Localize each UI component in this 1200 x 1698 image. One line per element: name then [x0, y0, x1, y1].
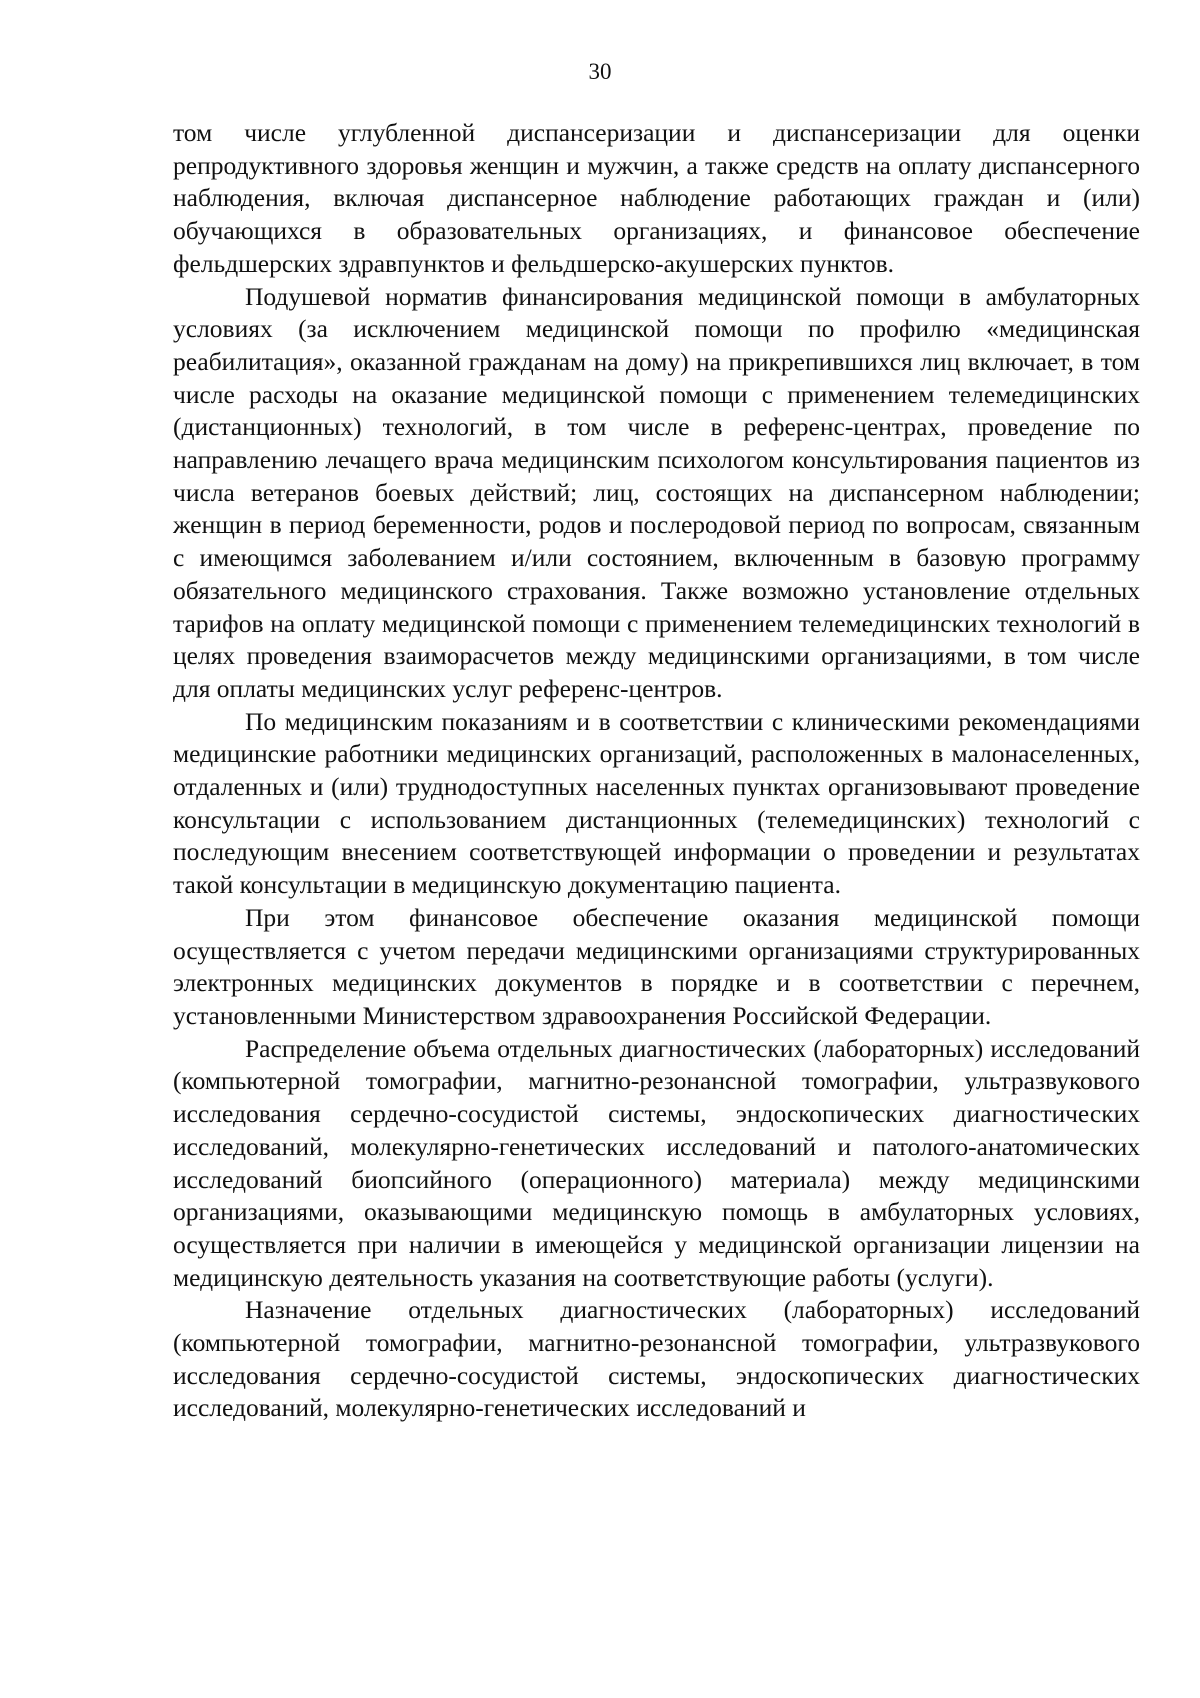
- paragraph-diagnostic-volume-distribution: Распределение объема отдельных диагностических (лабораторных) исследований (компьютерной томографии, магнитно-резонансной томографии, ультразвукового исследования сердечно-сосудистой системы, эндоскопических диагностических исследований, молекулярно-генетических исследований и патолого-анатомических исследований биопсийного (операционного) материала) между медицинскими организациями, оказывающими медицинскую помощь в амбулаторных условиях, осуществляется при наличии в имеющейся у медицинской организации лицензии на медицинскую деятельность указания на соответствующие работы (услуги).: [173, 1033, 1140, 1292]
- document-body: [173, 117, 1140, 1425]
- paragraph-telemedicine-consultations: По медицинским показаниям и в соответствии с клиническими рекомендациями медицинские работники медицинских организаций, расположенных в малонаселенных, отдаленных и (или) труднодоступных населенных пунктах организовывают проведение консультации с использованием дистанционных (телемедицинских) технологий с последующим внесением соответствующей информации о проведении и результатах такой консультации в медицинскую документацию пациента.: [173, 706, 1140, 900]
- paragraph-continuation: том числе углубленной диспансеризации и диспансеризации для оценки репродуктивного здоровья женщин и мужчин, а также средств на оплату диспансерного наблюдения, включая диспансерное наблюдение работающих граждан и (или) обучающихся в образовательных организациях, и финансовое обеспечение фельдшерских здравпунктов и фельдшерско-акушерских пунктов.: [173, 118, 1140, 278]
- paragraph-per-capita-funding-standard: Подушевой норматив финансирования медицинской помощи в амбулаторных условиях (за исключением медицинской помощи по профилю «медицинская реабилитация», оказанной гражданам на дому) на прикрепившихся лиц включает, в том числе расходы на оказание медицинской помощи с применением телемедицинских (дистанционных) технологий, в том числе в референс-центрах, проведение по направлению лечащего врача медицинским психологом консультирования пациентов из числа ветеранов боевых действий; лиц, состоящих на диспансерном наблюдении; женщин в период беременности, родов и послеродовой период по вопросам, связанным с имеющимся заболеванием и/или состоянием, включенным в базовую программу обязательного медицинского страхования. Также возможно установление отдельных тарифов на оплату медицинской помощи с применением телемедицинских технологий в целях проведения взаиморасчетов между медицинскими организациями, в том числе для оплаты медицинских услуг референс-центров.: [173, 281, 1140, 703]
- paragraph-electronic-documents-funding: При этом финансовое обеспечение оказания медицинской помощи осуществляется с учетом передачи медицинскими организациями структурированных электронных медицинских документов в порядке и в соответствии с перечнем, установленными Министерством здравоохранения Российской Федерации.: [173, 902, 1140, 1030]
- paragraph-diagnostic-prescription: Назначение отдельных диагностических (лабораторных) исследований (компьютерной томографии, магнитно-резонансной томографии, ультразвукового исследования сердечно-сосудистой системы, эндоскопических диагностических исследований, молекулярно-генетических исследований и: [173, 1295, 1140, 1423]
- page-number: 30: [588, 59, 612, 84]
